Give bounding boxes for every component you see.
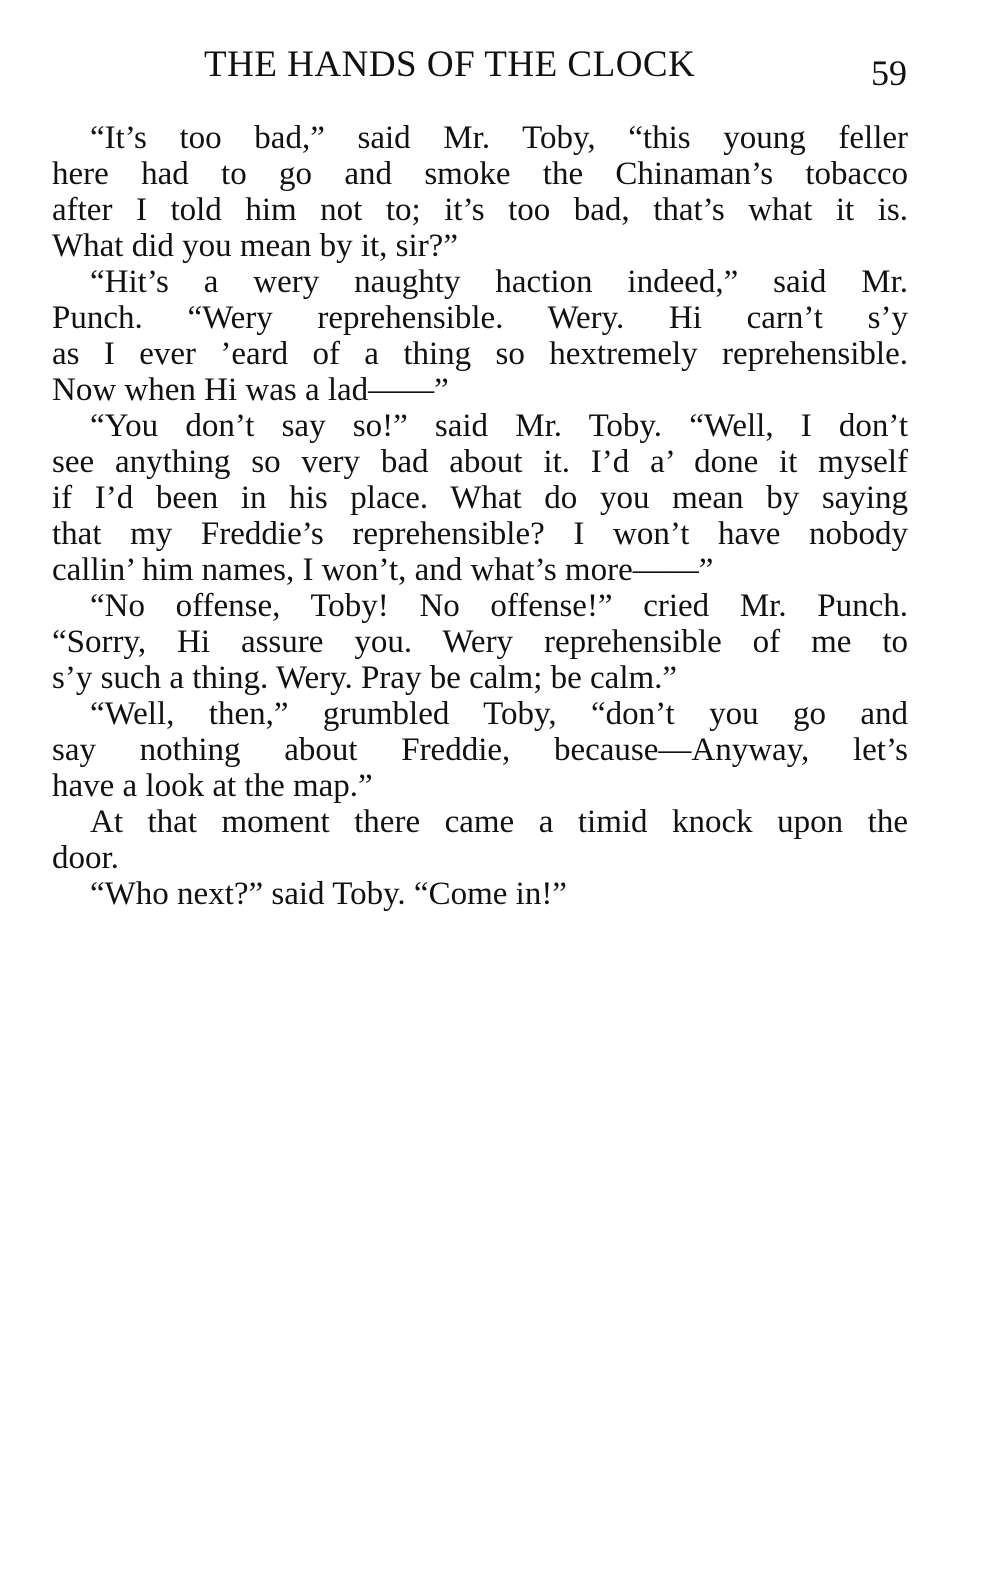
text-line: “You don’t say so!” said Mr. Toby. “Well, I don’t <box>90 408 908 444</box>
text-line: callin’ him names, I won’t, and what’s more——” <box>52 552 714 588</box>
text-line: door. <box>52 840 119 876</box>
text-line: that my Freddie’s reprehensible? I won’t have nobody <box>52 516 908 552</box>
text-line: see anything so very bad about it. I’d a’ done it myself <box>52 444 908 480</box>
page-number: 59 <box>871 53 907 93</box>
text-line: “Well, then,” grumbled Toby, “don’t you go and <box>90 696 908 732</box>
text-line: say nothing about Freddie, because—Anyway, let’s <box>52 732 908 768</box>
text-line: have a look at the map.” <box>52 768 373 804</box>
text-line: “No offense, Toby! No offense!” cried Mr. Punch. <box>90 588 908 624</box>
text-line: here had to go and smoke the Chinaman’s tobacco <box>52 156 908 192</box>
text-line: At that moment there came a timid knock upon the <box>90 804 908 840</box>
text-line: s’y such a thing. Wery. Pray be calm; be calm.” <box>52 660 678 696</box>
text-line: Punch. “Wery reprehensible. Wery. Hi carn’t s’y <box>52 300 908 336</box>
text-line: “Sorry, Hi assure you. Wery reprehensible of me to <box>52 624 908 660</box>
text-line: if I’d been in his place. What do you mean by saying <box>52 480 908 516</box>
text-line: What did you mean by it, sir?” <box>52 228 458 264</box>
body-text <box>52 120 908 912</box>
text-line: as I ever ’eard of a thing so hextremely reprehensible. <box>52 336 908 372</box>
text-line: after I told him not to; it’s too bad, that’s what it is. <box>52 192 908 228</box>
running-head <box>52 42 907 92</box>
text-line: “Who next?” said Toby. “Come in!” <box>90 876 567 912</box>
text-line: Now when Hi was a lad——” <box>52 372 449 408</box>
text-line: “It’s too bad,” said Mr. Toby, “this young feller <box>90 120 908 156</box>
running-title: THE HANDS OF THE CLOCK <box>204 44 696 85</box>
text-line: “Hit’s a wery naughty haction indeed,” said Mr. <box>90 264 908 300</box>
